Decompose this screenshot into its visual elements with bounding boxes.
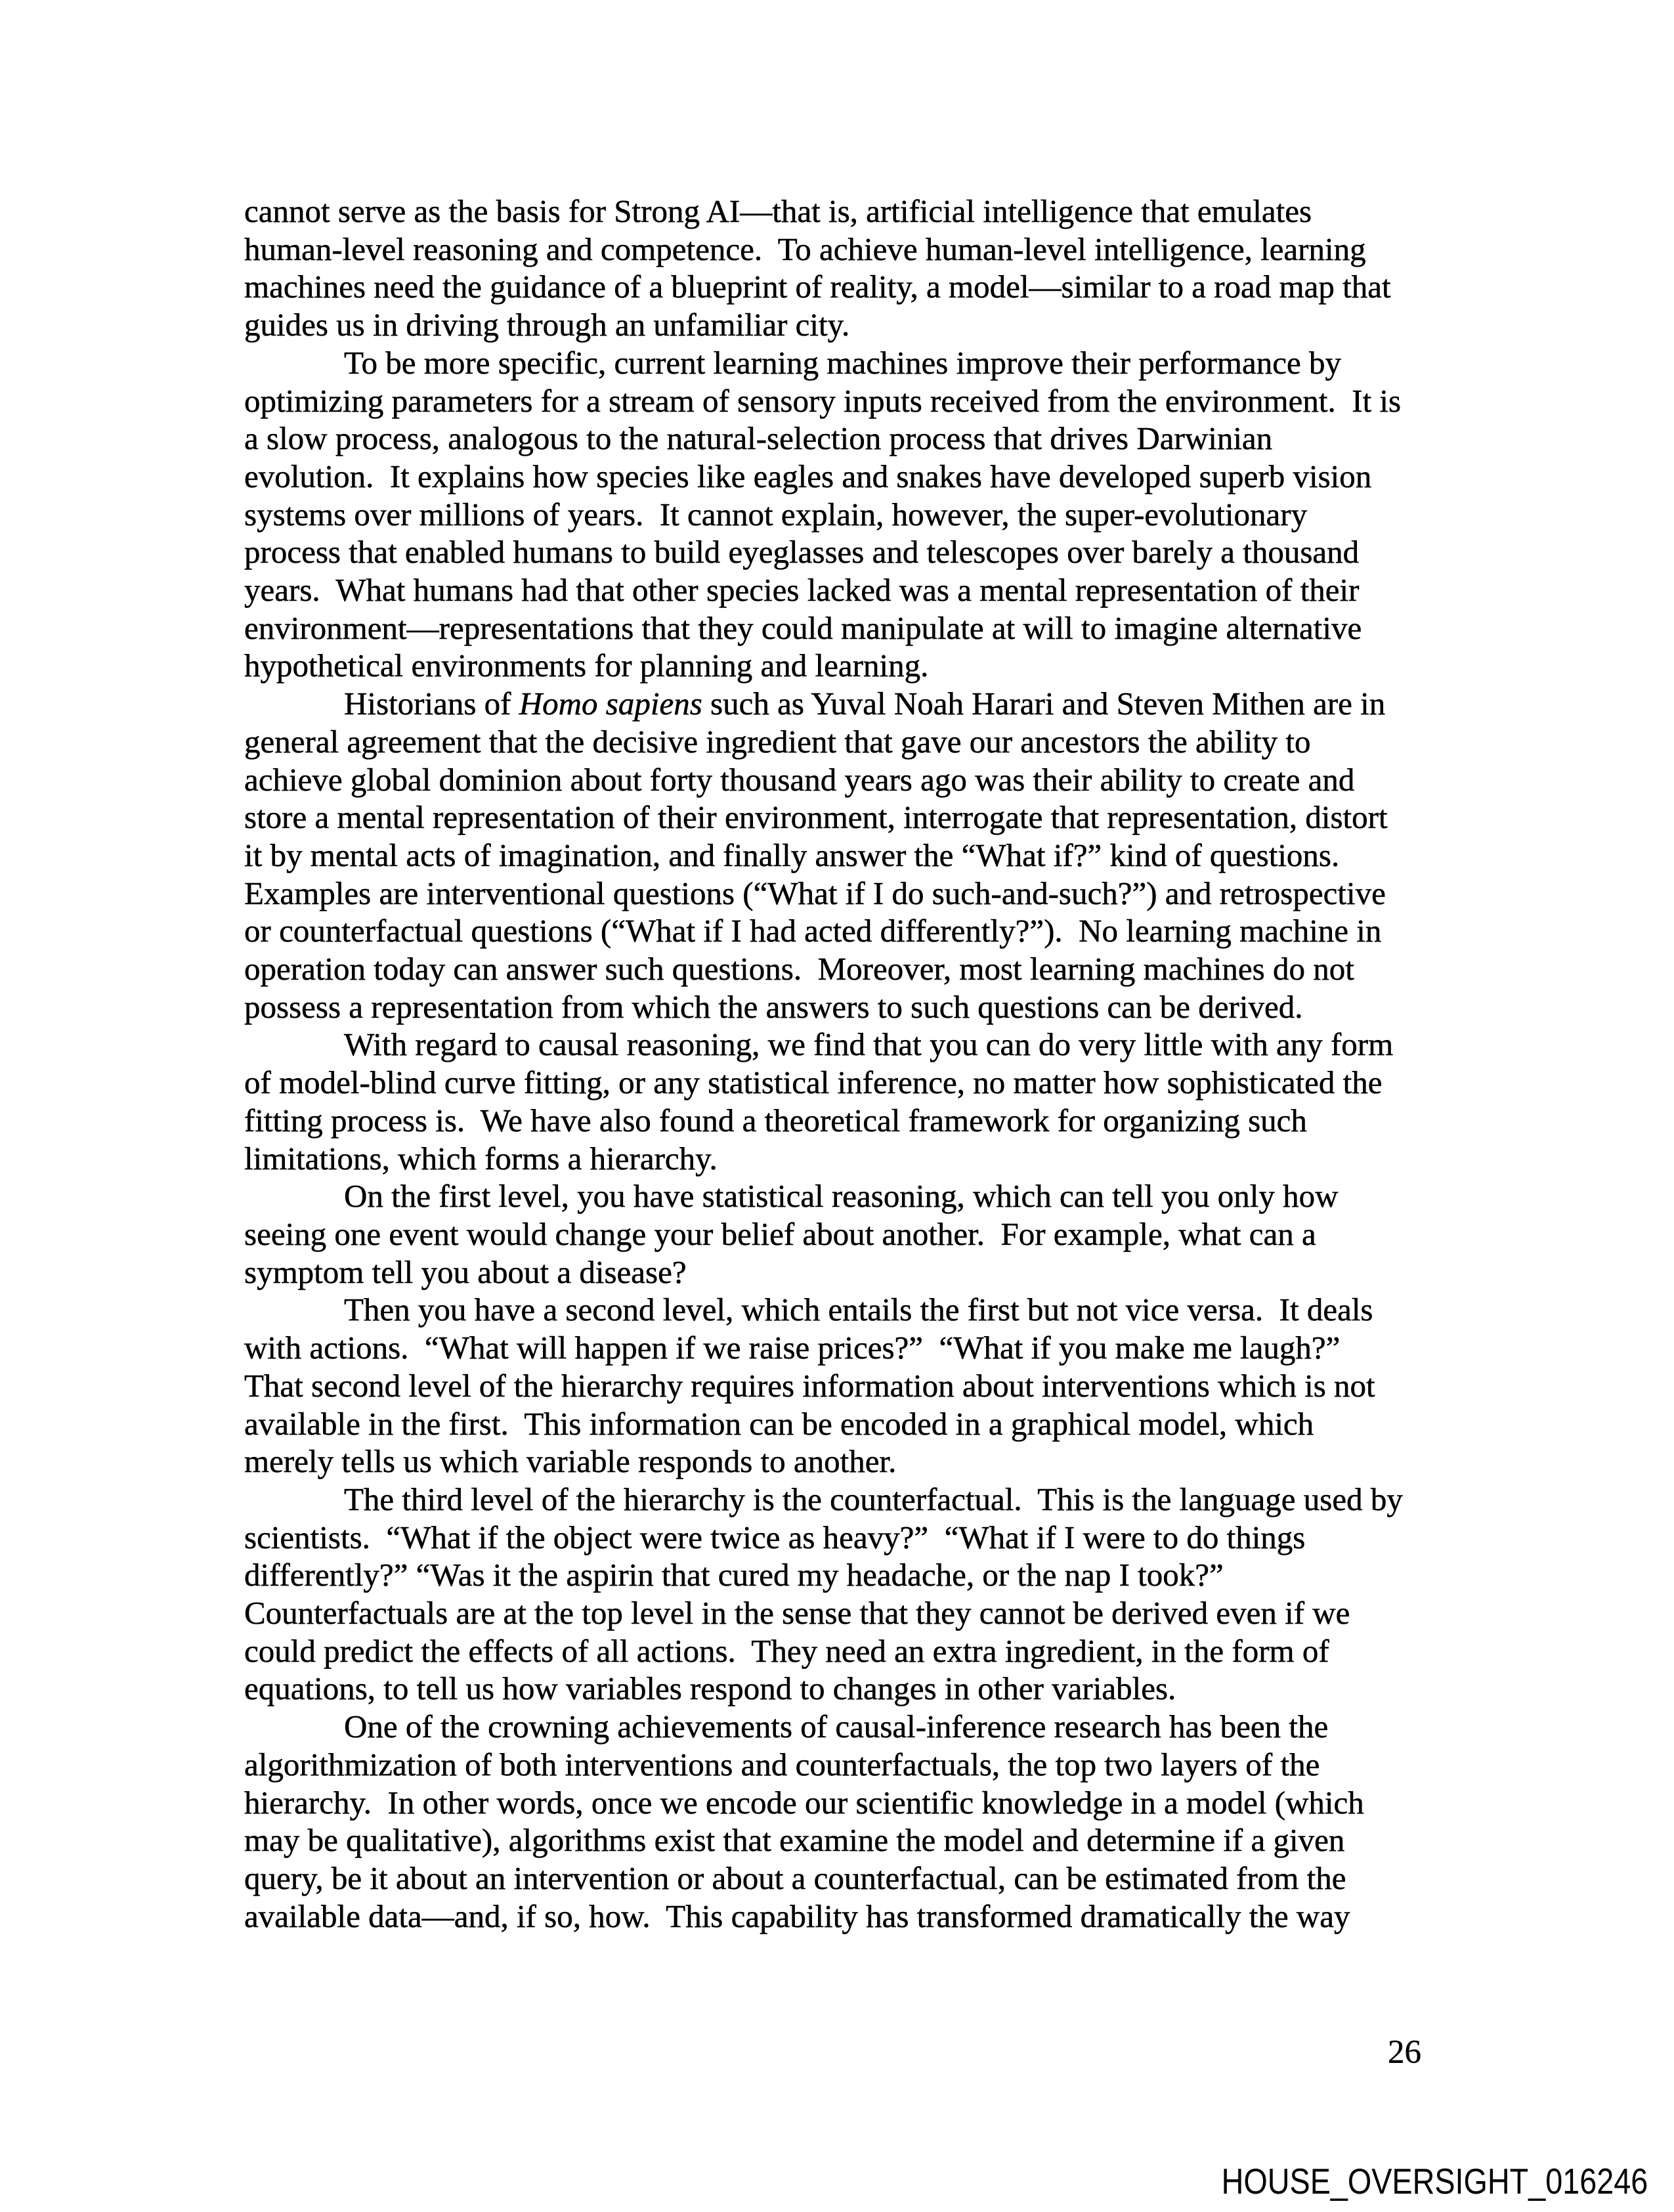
text-line: To be more specific, current learning machines improve their performance by [344,344,1342,381]
text-line: equations, to tell us how variables respond to changes in other variables. [244,1670,1176,1707]
text-line: may be qualitative), algorithms exist that examine the model and determine if a given [244,1822,1345,1859]
paragraph [244,1026,1436,1177]
text-line: With regard to causal reasoning, we find that you can do very little with any form [344,1026,1394,1063]
text-line: machines need the guidance of a blueprint of reality, a model—similar to a road map that [244,269,1391,305]
page-number: 26 [1388,2034,1421,2071]
text-line: human-level reasoning and competence. To achieve human-level intelligence, learning [244,230,1366,267]
text-line: process that enabled humans to build eyeglasses and telescopes over barely a thousand [244,534,1360,571]
text-line: store a mental representation of their environment, interrogate that representation, distort [244,799,1388,836]
paragraph [244,1708,1436,1935]
text-line: environment—representations that they could manipulate at will to imagine alternative [244,609,1362,646]
text-line: Counterfactuals are at the top level in the sense that they cannot be derived even if we [244,1595,1350,1632]
text-line: years. What humans had that other species lacked was a mental representation of their [244,572,1360,609]
text-line: possess a representation from which the answers to such questions can be derived. [244,988,1303,1025]
paragraph [244,1177,1436,1291]
text-line: The third level of the hierarchy is the counterfactual. This is the language used by [344,1481,1403,1517]
text-line: a slow process, analogous to the natural-selection process that drives Darwinian [244,420,1273,457]
text-line: of model-blind curve fitting, or any statistical inference, no matter how sophisticated the [244,1064,1383,1101]
text-line: general agreement that the decisive ingredient that gave our ancestors the ability to [244,723,1311,760]
text-line: available data—and, if so, how. This capability has transformed dramatically the way [244,1898,1350,1934]
text-line: algorithmization of both interventions and counterfactuals, the top two layers of the [244,1746,1320,1783]
text-line: symptom tell you about a disease? [244,1253,687,1290]
text-line: fitting process is. We have also found a theoretical framework for organizing such [244,1102,1307,1139]
text-line: systems over millions of years. It cannot explain, however, the super-evolutionary [244,496,1308,532]
paragraph [244,1481,1436,1708]
text-line: query, be it about an intervention or about a counterfactual, can be estimated from the [244,1859,1346,1896]
text-line: limitations, which forms a hierarchy. [244,1140,718,1177]
text-line: Then you have a second level, which entails the first but not vice versa. It deals [344,1291,1373,1328]
text-line: hierarchy. In other words, once we encode our scientific knowledge in a model (which [244,1784,1364,1821]
text-line: evolution. It explains how species like eagles and snakes have developed superb vision [244,458,1372,494]
text-line: it by mental acts of imagination, and finally answer the “What if?” kind of questions. [244,836,1340,873]
text-line: scientists. “What if the object were twice as heavy?” “What if I were to do things [244,1519,1306,1555]
italic-text: Homo sapiens [519,685,702,722]
text-line: guides us in driving through an unfamiliar city. [244,307,850,343]
text-line: hypothetical environments for planning and learning. [244,647,929,684]
paragraph [244,344,1436,685]
paragraph [244,192,1436,344]
text-line: available in the first. This information can be encoded in a graphical model, which [244,1405,1314,1442]
paragraph [244,1291,1436,1481]
text-line: could predict the effects of all actions. They need an extra ingredient, in the form of [244,1632,1329,1669]
text-line: or counterfactual questions (“What if I had acted differently?”). No learning machine in [244,913,1382,949]
text-line: Examples are interventional questions (“What if I do such-and-such?”) and retrospective [244,875,1386,911]
text-line: On the first level, you have statistical reasoning, which can tell you only how [344,1178,1339,1215]
paragraph [244,685,1436,1026]
bates-stamp: HOUSE_OVERSIGHT_016246 [1221,2161,1648,2201]
text-line: achieve global dominion about forty thousand years ago was their ability to create and [244,761,1355,798]
text-line: with actions. “What will happen if we raise prices?” “What if you make me laugh?” [244,1330,1341,1366]
text-line: differently?” “Was it the aspirin that cured my headache, or the nap I took?” [244,1557,1224,1594]
text-line: operation today can answer such questions. Moreover, most learning machines do not [244,951,1354,987]
text-line: cannot serve as the basis for Strong AI—that is, artificial intelligence that emulates [244,193,1312,229]
text-line: optimizing parameters for a stream of sensory inputs received from the environment. It is [244,382,1402,419]
text-line: That second level of the hierarchy requires information about interventions which is not [244,1367,1375,1404]
text-line: seeing one event would change your belief about another. For example, what can a [244,1215,1316,1252]
text-line: merely tells us which variable responds to another. [244,1443,897,1480]
text-line: One of the crowning achievements of causal-inference research has been the [344,1708,1329,1745]
document-body [244,192,1436,1935]
text-line: Historians of Homo sapiens such as Yuval Noah Harari and Steven Mithen are in [344,685,1386,722]
